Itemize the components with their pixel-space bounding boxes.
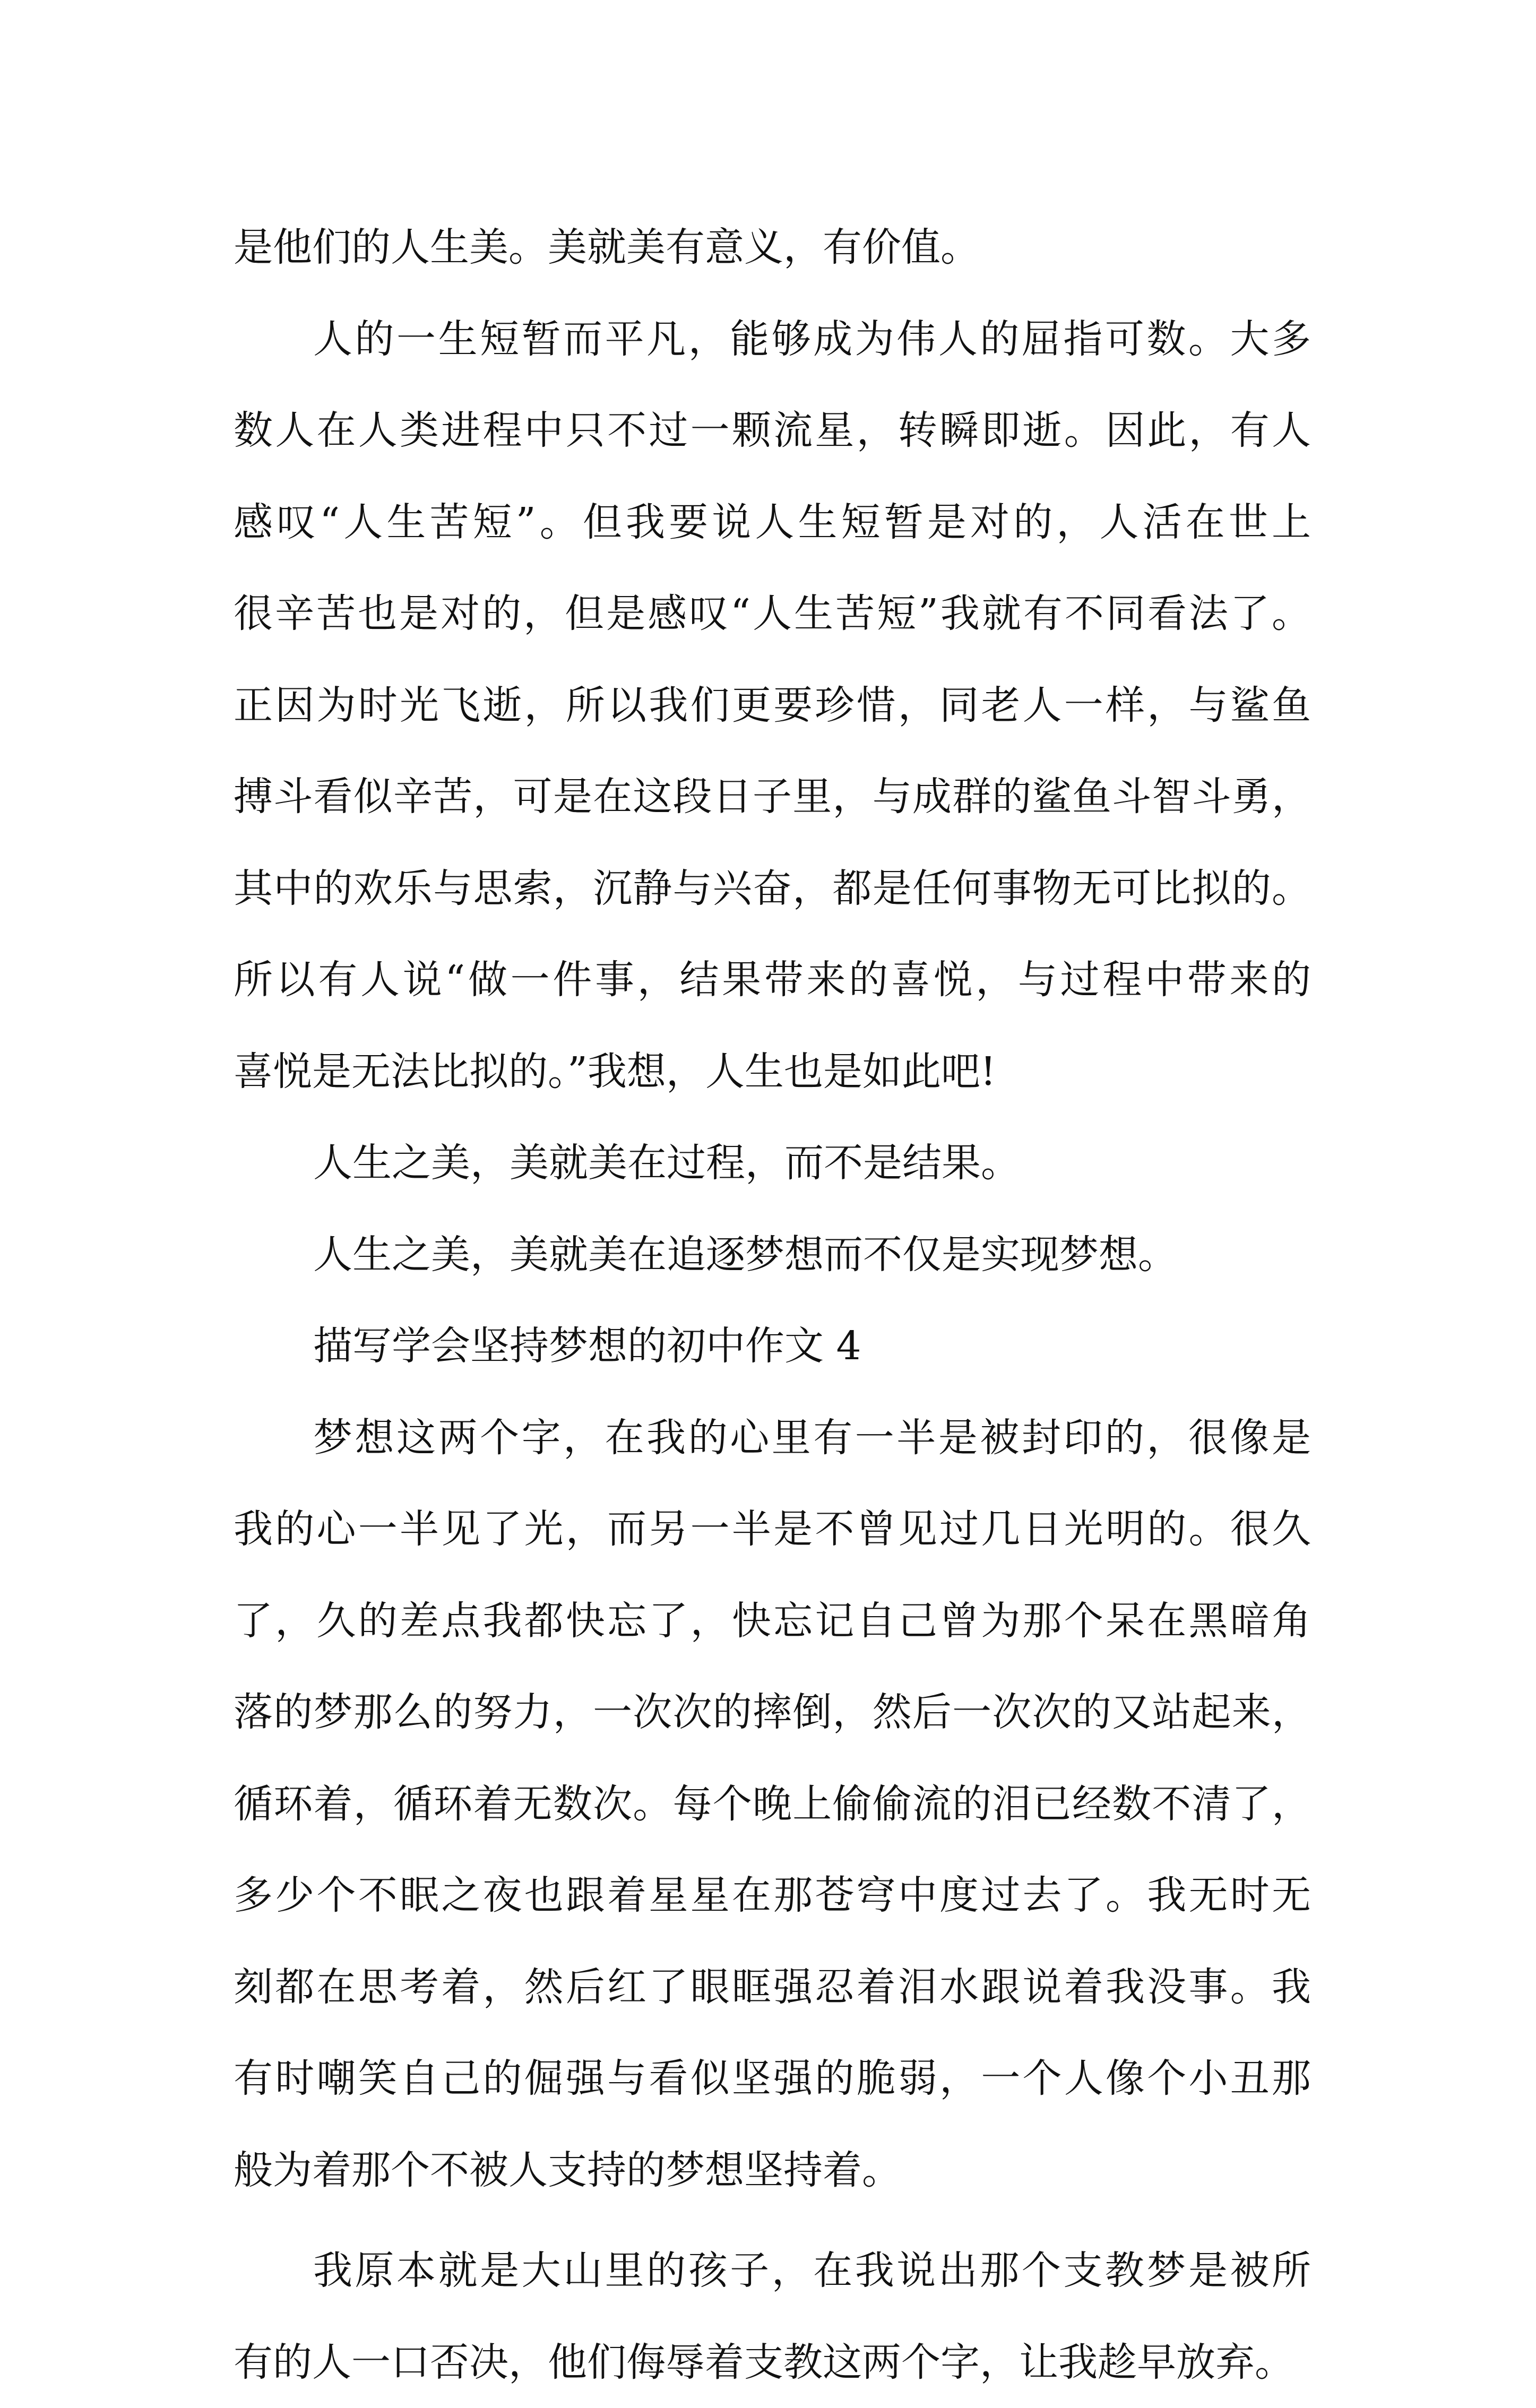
text-line: 有的人一口否决，他们侮辱着支教这两个字，让我趁早放弃。 — [234, 2317, 1311, 2408]
paragraph-p5 — [234, 1300, 1311, 1392]
text-line: 描写学会坚持梦想的初中作文 4 — [234, 1300, 1311, 1392]
text-line: 梦想这两个字，在我的心里有一半是被封印的，很像是 — [234, 1392, 1311, 1484]
text-line: 人的一生短暂而平凡，能够成为伟人的屈指可数。大多 — [234, 294, 1311, 385]
text-line: 多少个不眠之夜也跟着星星在那苍穹中度过去了。我无时无 — [234, 1850, 1311, 1941]
text-line: 人生之美，美就美在追逐梦想而不仅是实现梦想。 — [234, 1209, 1311, 1301]
paragraph-p4 — [234, 1209, 1311, 1301]
text-line: 很辛苦也是对的，但是感叹“人生苦短”我就有不同看法了。 — [234, 568, 1311, 660]
paragraph-p7 — [234, 2225, 1311, 2408]
text-line: 人生之美，美就美在过程，而不是结果。 — [234, 1117, 1311, 1209]
text-line: 正因为时光飞逝，所以我们更要珍惜，同老人一样，与鲨鱼 — [234, 660, 1311, 752]
text-line: 所以有人说“做一件事，结果带来的喜悦，与过程中带来的 — [234, 934, 1311, 1026]
text-line: 其中的欢乐与思索，沉静与兴奋，都是任何事物无可比拟的。 — [234, 843, 1311, 935]
paragraph-p2 — [234, 294, 1311, 1118]
text-line: 我原本就是大山里的孩子，在我说出那个支教梦是被所 — [234, 2225, 1311, 2317]
text-line: 是他们的人生美。美就美有意义，有价值。 — [234, 202, 1311, 294]
document-page — [234, 202, 1311, 2408]
text-line: 落的梦那么的努力，一次次的摔倒，然后一次次的又站起来， — [234, 1667, 1311, 1758]
paragraph-p1 — [234, 202, 1311, 294]
text-line: 了，久的差点我都快忘了，快忘记自己曾为那个呆在黑暗角 — [234, 1575, 1311, 1667]
text-line: 刻都在思考着，然后红了眼眶强忍着泪水跟说着我没事。我 — [234, 1941, 1311, 2033]
text-line: 我的心一半见了光，而另一半是不曾见过几日光明的。很久 — [234, 1483, 1311, 1575]
paragraph-p6 — [234, 1392, 1311, 2216]
text-line: 有时嘲笑自己的倔强与看似坚强的脆弱，一个人像个小丑那 — [234, 2033, 1311, 2125]
text-line: 循环着，循环着无数次。每个晚上偷偷流的泪已经数不清了， — [234, 1758, 1311, 1850]
text-line: 数人在人类进程中只不过一颗流星，转瞬即逝。因此，有人 — [234, 385, 1311, 477]
text-line: 感叹“人生苦短”。但我要说人生短暂是对的，人活在世上 — [234, 477, 1311, 568]
text-line: 般为着那个不被人支持的梦想坚持着。 — [234, 2125, 1311, 2216]
text-line: 搏斗看似辛苦，可是在这段日子里，与成群的鲨鱼斗智斗勇， — [234, 751, 1311, 843]
paragraph-p3 — [234, 1117, 1311, 1209]
text-line: 喜悦是无法比拟的。”我想，人生也是如此吧! — [234, 1026, 1311, 1118]
